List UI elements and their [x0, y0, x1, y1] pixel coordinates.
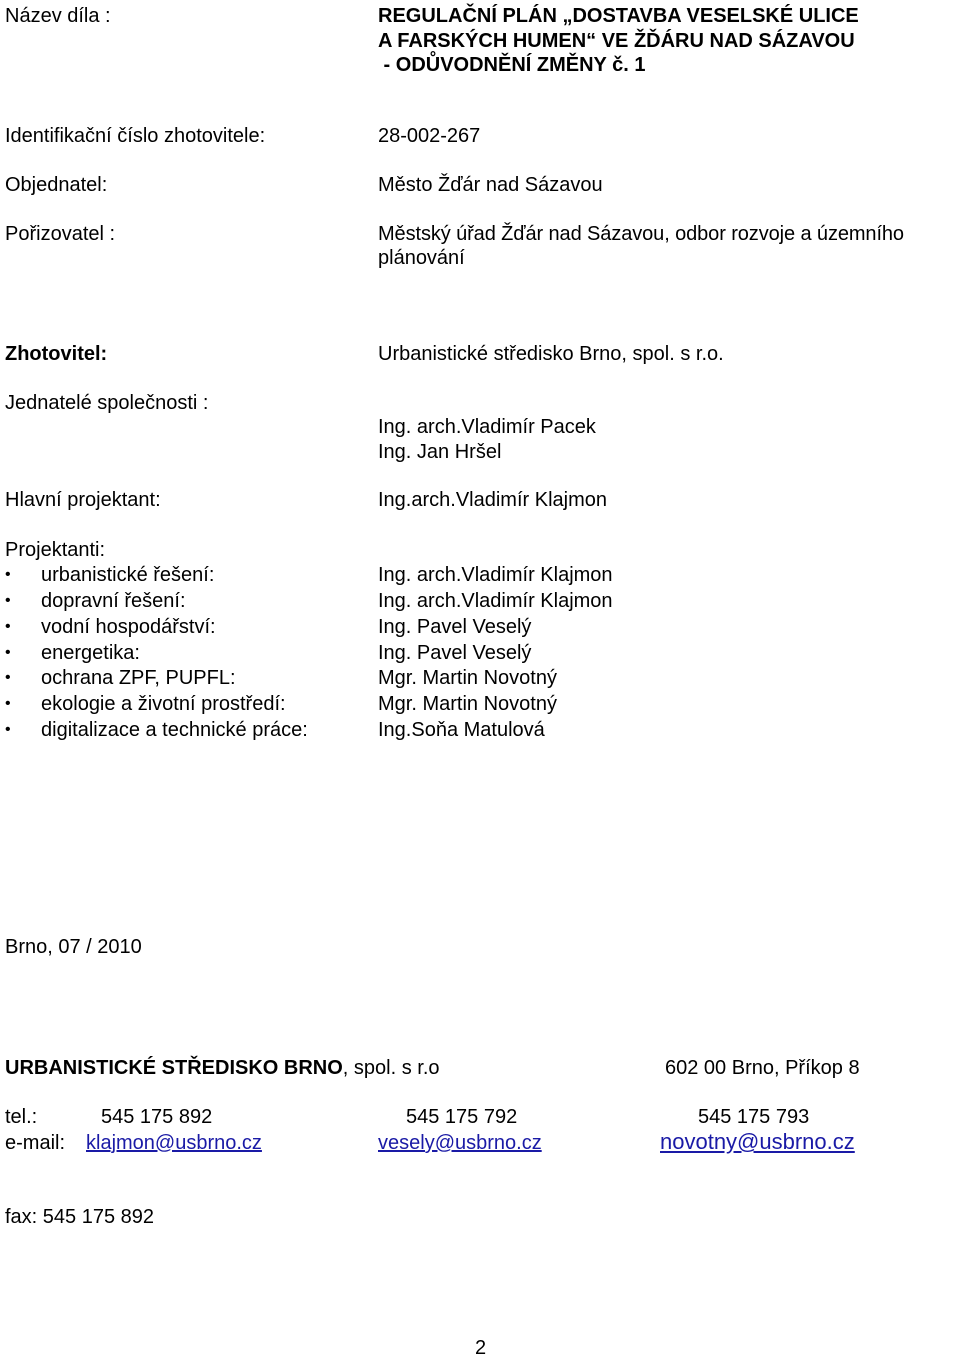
bullet: • [5, 566, 11, 583]
bullet: • [5, 695, 11, 712]
company-suffix: , spol. s r.o [342, 1057, 440, 1079]
company-address: 602 00 Brno, Příkop 8 [665, 1057, 860, 1079]
identification-value: 28-002-267 [378, 125, 481, 147]
company-line [5, 1056, 440, 1080]
chief-designer-label: Hlavní projektant: [5, 489, 161, 511]
email-link-vesely[interactable]: vesely@usbrno.cz [378, 1132, 542, 1154]
designer-name: Mgr. Martin Novotný [378, 693, 557, 715]
procurer-value-line2: plánování [378, 247, 465, 269]
designer-name: Mgr. Martin Novotný [378, 667, 557, 689]
phone-3: 545 175 793 [698, 1106, 810, 1128]
designer-name: Ing.Soňa Matulová [378, 719, 545, 741]
bullet: • [5, 669, 11, 686]
contractor-value: Urbanistické středisko Brno, spol. s r.o. [378, 343, 724, 365]
email-link-novotny[interactable]: novotny@usbrno.cz [660, 1129, 855, 1154]
bullet: • [5, 644, 11, 661]
designer-name: Ing. arch.Vladimír Klajmon [378, 590, 613, 612]
page-number: 2 [475, 1337, 487, 1359]
email-link-klajmon[interactable]: klajmon@usbrno.cz [86, 1132, 262, 1154]
designers-label: Projektanti: [5, 539, 106, 561]
designer-role: ochrana ZPF, PUPFL: [41, 667, 236, 689]
client-label: Objednatel: [5, 174, 108, 196]
fax-line: fax: 545 175 892 [5, 1206, 155, 1228]
title-line-3: - ODŮVODNĚNÍ ZMĚNY č. 1 [378, 54, 646, 76]
email-label: e-mail: [5, 1132, 66, 1154]
contractor-label: Zhotovitel: [5, 343, 108, 365]
chief-designer-value: Ing.arch.Vladimír Klajmon [378, 489, 607, 511]
phone-2: 545 175 792 [406, 1106, 518, 1128]
tel-label: tel.: [5, 1106, 38, 1128]
bullet: • [5, 721, 11, 738]
title-line-1: REGULAČNÍ PLÁN „DOSTAVBA VESELSKÉ ULICE [378, 5, 859, 27]
designer-name: Ing. arch.Vladimír Klajmon [378, 564, 613, 586]
company-name: URBANISTICKÉ STŘEDISKO BRNO [5, 1057, 343, 1079]
designer-role: digitalizace a technické práce: [41, 719, 308, 741]
designer-role: ekologie a životní prostředí: [41, 693, 286, 715]
title-line-2: A FARSKÝCH HUMEN“ VE ŽĎÁRU NAD SÁZAVOU [378, 30, 855, 52]
bullet: • [5, 592, 11, 609]
phone-1: 545 175 892 [101, 1106, 213, 1128]
designer-role: dopravní řešení: [41, 590, 186, 612]
date-line: Brno, 07 / 2010 [5, 936, 142, 958]
executive-name-1: Ing. arch.Vladimír Pacek [378, 416, 596, 438]
designer-role: urbanistické řešení: [41, 564, 215, 586]
designer-name: Ing. Pavel Veselý [378, 616, 532, 638]
procurer-value-line1: Městský úřad Žďár nad Sázavou, odbor rozvoje a územního [378, 223, 904, 245]
work-name-label: Název díla : [5, 5, 111, 27]
procurer-label: Pořizovatel : [5, 223, 116, 245]
bullet: • [5, 618, 11, 635]
designer-role: vodní hospodářství: [41, 616, 216, 638]
client-value: Město Žďár nad Sázavou [378, 174, 603, 196]
executives-label: Jednatelé společnosti : [5, 392, 209, 414]
identification-label: Identifikační číslo zhotovitele: [5, 125, 266, 147]
executive-name-2: Ing. Jan Hršel [378, 441, 502, 463]
designer-name: Ing. Pavel Veselý [378, 642, 532, 664]
designer-role: energetika: [41, 642, 140, 664]
